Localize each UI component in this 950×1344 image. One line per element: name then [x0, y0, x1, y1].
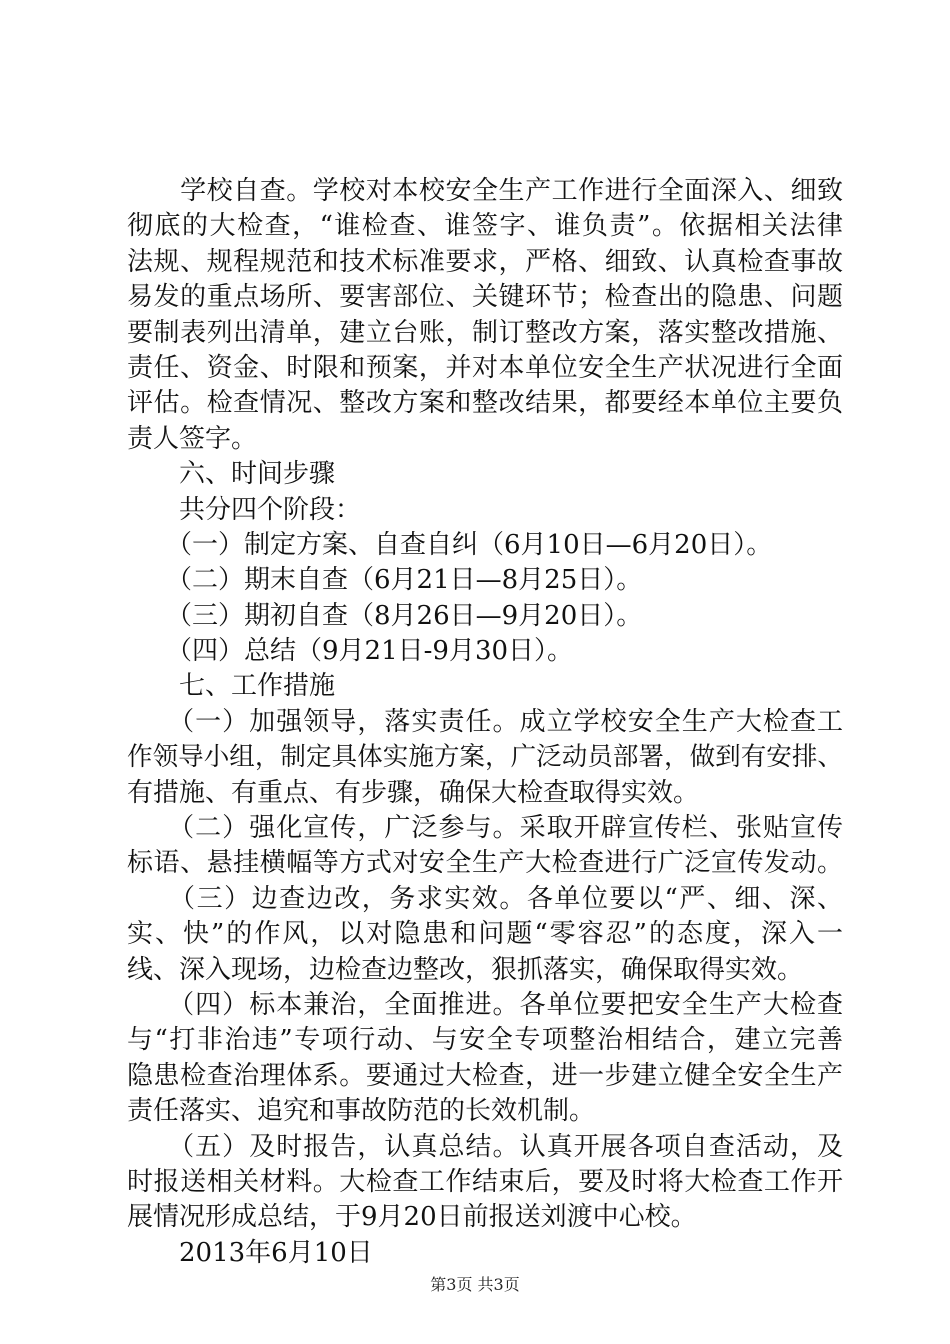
- paragraph-line: 评估。检查情况、整改方案和整改结果，都要经本单位主要负: [127, 388, 843, 419]
- paragraph-line: 彻底的大检查，“谁检查、谁签字、谁负责”。依据相关法律: [127, 211, 843, 242]
- paragraph-line: 学校自查。学校对本校安全生产工作进行全面深入、细致: [127, 176, 843, 206]
- paragraph-line: 责人签字。: [127, 423, 258, 454]
- paragraph-line: 法规、规程规范和技术标准要求，严格、细致、认真检查事故: [127, 246, 843, 277]
- paragraph-line: 隐患检查治理体系。要通过大检查，进一步建立健全安全生产: [127, 1060, 843, 1091]
- list-item: （一）制定方案、自查自纠（6月10日—6月20日）。: [127, 529, 773, 560]
- paragraph-line: （一）加强领导，落实责任。成立学校安全生产大检查工: [127, 706, 843, 737]
- paragraph-line: 易发的重点场所、要害部位、关键环节；检查出的隐患、问题: [127, 282, 843, 313]
- paragraph-line: 责任落实、追究和事故防范的长效机制。: [127, 1096, 596, 1127]
- page-number-footer: 第3页 共3页: [430, 1275, 520, 1294]
- document-date: 2013年6月10日: [127, 1237, 373, 1268]
- paragraph-line: （三）边查边改，务求实效。各单位要以“严、细、深、: [127, 883, 843, 914]
- paragraph-line: 标语、悬挂横幅等方式对安全生产大检查进行广泛宣传发动。: [127, 848, 843, 879]
- paragraph-line: 共分四个阶段：: [127, 494, 362, 525]
- list-item: （二）期末自查（6月21日—8月25日）。: [127, 565, 643, 596]
- paragraph-line: 与“打非治违”专项行动、与安全专项整治相结合，建立完善: [127, 1025, 843, 1056]
- paragraph-line: 有措施、有重点、有步骤，确保大检查取得实效。: [127, 777, 700, 808]
- paragraph-line: （五）及时报告，认真总结。认真开展各项自查活动，及: [127, 1131, 843, 1162]
- paragraph-line: 展情况形成总结，于9月20日前报送刘渡中心校。: [127, 1202, 697, 1233]
- list-item: （四）总结（9月21日-9月30日）。: [127, 636, 574, 667]
- list-item: （三）期初自查（8月26日—9月20日）。: [127, 600, 643, 631]
- paragraph-line: （二）强化宣传，广泛参与。采取开辟宣传栏、张贴宣传: [127, 813, 843, 844]
- section-heading: 六、时间步骤: [127, 459, 336, 490]
- paragraph-line: 要制表列出清单，建立台账，制订整改方案，落实整改措施、: [127, 317, 843, 348]
- section-heading: 七、工作措施: [127, 671, 336, 702]
- paragraph-line: （四）标本兼治，全面推进。各单位要把安全生产大检查: [127, 989, 843, 1020]
- document-body: [127, 174, 843, 1271]
- paragraph-line: 时报送相关材料。大检查工作结束后，要及时将大检查工作开: [127, 1166, 843, 1197]
- paragraph-line: 实、快”的作风，以对隐患和问题“零容忍”的态度，深入一: [127, 919, 843, 950]
- paragraph-line: 责任、资金、时限和预案，并对本单位安全生产状况进行全面: [127, 352, 843, 383]
- paragraph-line: 作领导小组，制定具体实施方案，广泛动员部署，做到有安排、: [127, 742, 843, 773]
- paragraph-line: 线、深入现场，边检查边整改，狠抓落实，确保取得实效。: [127, 954, 804, 985]
